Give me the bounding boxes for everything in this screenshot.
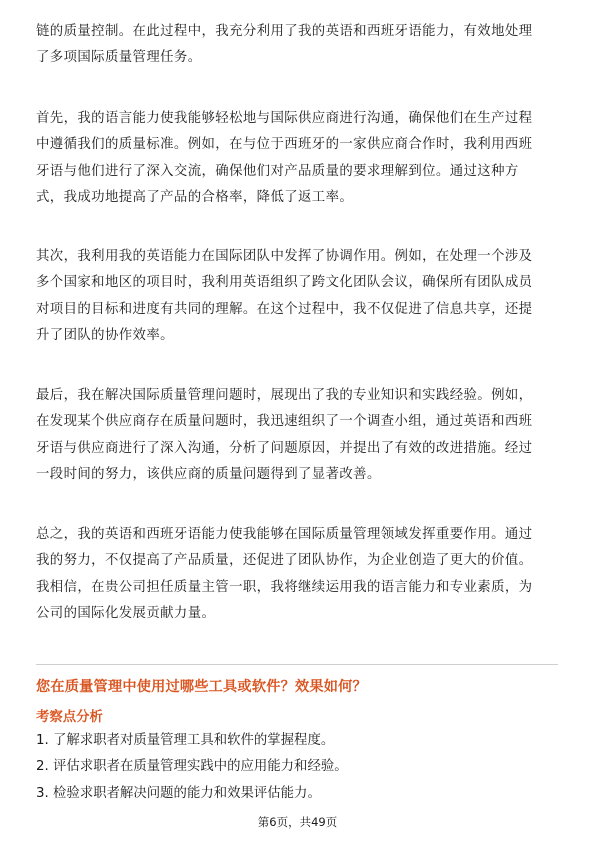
paragraph-line: 多个国家和地区的项目时，我利用英语组织了跨文化团队会议，确保所有团队成员 xyxy=(36,275,533,291)
body-paragraph-3 xyxy=(36,244,558,350)
paragraph-line: 其次，我利用我的英语能力在国际团队中发挥了协调作用。例如，在处理一个涉及 xyxy=(36,249,533,264)
body-paragraph-5 xyxy=(36,522,558,628)
paragraph-line: 对项目的目标和进度有共同的理解。在这个过程中，我不仅促进了信息共享，还提 xyxy=(36,301,533,317)
paragraph-line: 中遵循我们的质量标准。例如，在与位于西班牙的一家供应商合作时，我利用西班 xyxy=(36,137,533,153)
paragraph-line: 一段时间的努力，该供应商的质量问题得到了显著改善。 xyxy=(36,467,381,483)
paragraph-line: 公司的国际化发展贡献力量。 xyxy=(36,606,216,622)
paragraph-line: 升了团队的协作效率。 xyxy=(36,328,174,344)
section-divider xyxy=(36,664,558,665)
list-item: 1. 了解求职者对质量管理工具和软件的掌握程度。 xyxy=(36,733,335,748)
body-paragraph-2 xyxy=(36,106,558,212)
paragraph-line: 我相信，在贵公司担任质量主管一职，我将继续运用我的语言能力和专业素质，为 xyxy=(36,579,533,595)
paragraph-line: 在发现某个供应商存在质量问题时，我迅速组织了一个调查小组，通过英语和西班 xyxy=(36,414,533,430)
analysis-list xyxy=(36,728,348,807)
paragraph-line: 链的质量控制。在此过程中，我充分利用了我的英语和西班牙语能力，有效地处理 xyxy=(36,24,533,39)
paragraph-line: 首先，我的语言能力使我能够轻松地与国际供应商进行沟通，确保他们在生产过程 xyxy=(36,111,533,126)
paragraph-line: 式，我成功地提高了产品的合格率，降低了返工率。 xyxy=(36,190,354,206)
paragraph-line: 了多项国际质量管理任务。 xyxy=(36,50,202,66)
paragraph-line: 牙语与他们进行了深入交流，确保他们对产品质量的要求理解到位。通过这种方 xyxy=(36,163,519,179)
body-paragraph-1 xyxy=(36,19,558,72)
paragraph-line: 总之，我的英语和西班牙语能力使我能够在国际质量管理领域发挥重要作用。通过 xyxy=(36,527,533,542)
list-item: 2. 评估求职者在质量管理实践中的应用能力和经验。 xyxy=(36,759,348,775)
question-heading: 您在质量管理中使用过哪些工具或软件？效果如何？ xyxy=(36,679,367,695)
body-paragraph-4 xyxy=(36,383,558,489)
page-number-footer: 第6页，共49页 xyxy=(257,815,338,829)
analysis-title: 考察点分析 xyxy=(36,710,103,725)
list-item: 3. 检验求职者解决问题的能力和效果评估能力。 xyxy=(36,785,321,801)
paragraph-line: 最后，我在解决国际质量管理问题时，展现出了我的专业知识和实践经验。例如， xyxy=(36,388,533,403)
paragraph-line: 牙语与供应商进行了深入沟通，分析了问题原因，并提出了有效的改进措施。经过 xyxy=(36,440,533,456)
paragraph-line: 我的努力，不仅提高了产品质量，还促进了团队协作，为企业创造了更大的价值。 xyxy=(36,553,533,569)
